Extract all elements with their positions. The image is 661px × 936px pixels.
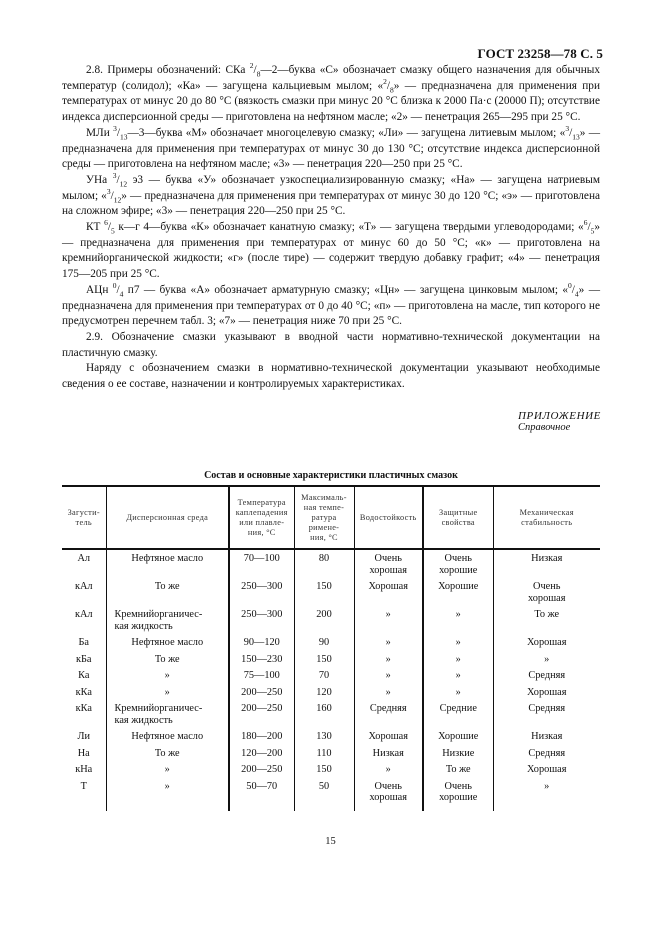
table-row bbox=[62, 745, 600, 762]
table-body bbox=[62, 549, 600, 811]
cell-drop-point: 250—300 bbox=[229, 578, 294, 606]
cell-mech-stability: » bbox=[493, 651, 600, 668]
table-row bbox=[62, 728, 600, 745]
cell-protective: Очень хорошие bbox=[423, 549, 493, 578]
cell-max-temp: 110 bbox=[294, 745, 354, 762]
paragraph: 2.9. Обозначение смазки указывают в вводной части нормативно-технической документации на пластичную смазку. bbox=[62, 330, 600, 359]
cell-thickener: На bbox=[77, 747, 90, 759]
cell-max-temp: 150 bbox=[294, 761, 354, 778]
cell-water-resistance: Низкая bbox=[354, 745, 423, 762]
paragraph: МЛи $^3/_{13}—3—буква$ «М» обозначает многоцелевую смазку; «Ли» — загущена литиевым мылом; «$^3/_{13}$» — предназначена для применения при температурах от минус 30 до 130 °С; отсутствие индекса дисперсионной среды — приготовлена на нефтяном масле; «3» — пенетрация 220—250 при 25 °С. bbox=[62, 124, 600, 171]
paragraph: 2.8. Примеры обозначений: СКа $^2/_8—2—буква$ «С» обозначает смазку общего назначения для обычных температур (солидол); «Ка» — загущена кальциевым мылом; «$^2/_8$» — предназначена для применения при температурах от минус 20 до 80 °С (вязкость смазки при минус 20 °С близка к 2000 Па·с (20000 П); отсутствие индекса дисперсионной среды — приготовлена на нефтяном масле; «2» — пенетрация 265—295 при 25 °С. bbox=[62, 61, 600, 124]
cell-medium: То же bbox=[106, 745, 229, 762]
lubricants-table bbox=[62, 485, 600, 811]
cell-medium: » bbox=[106, 778, 229, 811]
cell-medium: » bbox=[106, 761, 229, 778]
cell-water-resistance: » bbox=[354, 651, 423, 668]
cell-max-temp: 150 bbox=[294, 578, 354, 606]
document-reference: ГОСТ 23258—78 С. 5 bbox=[477, 46, 603, 61]
table-row bbox=[62, 778, 600, 811]
cell-thickener: кАл bbox=[74, 609, 93, 620]
column-header: Загусти- тель bbox=[62, 486, 106, 549]
cell-water-resistance: Средняя bbox=[354, 700, 423, 728]
cell-water-resistance: » bbox=[354, 606, 423, 634]
cell-thickener: кБа bbox=[76, 653, 92, 665]
cell-max-temp: 50 bbox=[294, 778, 354, 811]
table-row bbox=[62, 651, 600, 668]
cell-protective: Хорошие bbox=[423, 728, 493, 745]
cell-max-temp: 130 bbox=[294, 728, 354, 745]
paragraph: КТ $^6/_5$ к—г 4—буква «К» обозначает канатную смазку; «Т» — загущена твердыми углеводородами; «$^6/_5$» — предназначена для применения при температурах от минус 60 до 50 °С; «к» — приготовлена на кремнийорганической жидкости; «г» (после тире) — содержит твердую добавку графит; «4» — пенетрация 175—205 при 25 °С. bbox=[62, 218, 600, 281]
cell-protective: » bbox=[423, 606, 493, 634]
cell-water-resistance: » bbox=[354, 634, 423, 651]
cell-mech-stability: Низкая bbox=[493, 728, 600, 745]
paragraph: Наряду с обозначением смазки в нормативно-технической документации указывают необходимые сведения о ее составе, назначении и контролируемых характеристиках. bbox=[62, 362, 600, 391]
page-number: 15 bbox=[325, 836, 336, 847]
cell-drop-point: 200—250 bbox=[229, 700, 294, 728]
cell-max-temp: 90 bbox=[294, 634, 354, 651]
table-row bbox=[62, 549, 600, 578]
cell-water-resistance: Очень хорошая bbox=[354, 778, 423, 811]
table-row bbox=[62, 667, 600, 684]
cell-drop-point: 120—200 bbox=[229, 745, 294, 762]
cell-water-resistance: » bbox=[354, 684, 423, 701]
cell-mech-stability: Низкая bbox=[493, 549, 600, 578]
cell-max-temp: 70 bbox=[294, 667, 354, 684]
cell-thickener: кНа bbox=[75, 764, 93, 775]
table-header-row bbox=[62, 486, 600, 549]
cell-protective: » bbox=[423, 667, 493, 684]
cell-mech-stability: Средняя bbox=[493, 667, 600, 684]
cell-max-temp: 80 bbox=[294, 549, 354, 578]
cell-medium: » bbox=[106, 667, 229, 684]
cell-water-resistance: » bbox=[354, 761, 423, 778]
cell-water-resistance: Хорошая bbox=[354, 578, 423, 606]
column-header: Защитные свойства bbox=[423, 486, 493, 549]
cell-mech-stability: То же bbox=[493, 606, 600, 634]
cell-protective: » bbox=[423, 634, 493, 651]
cell-thickener: Ал bbox=[77, 553, 91, 564]
cell-drop-point: 200—250 bbox=[229, 761, 294, 778]
column-header: Водостойкость bbox=[354, 486, 423, 549]
cell-water-resistance: » bbox=[354, 667, 423, 684]
cell-water-resistance: Очень хорошая bbox=[354, 549, 423, 578]
cell-mech-stability: Средняя bbox=[493, 745, 600, 762]
cell-max-temp: 160 bbox=[294, 700, 354, 728]
table-title: Состав и основные характеристики пластичных смазок bbox=[204, 470, 458, 481]
cell-drop-point: 50—70 bbox=[229, 778, 294, 811]
cell-max-temp: 150 bbox=[294, 651, 354, 668]
cell-drop-point: 200—250 bbox=[229, 684, 294, 701]
cell-drop-point: 75—100 bbox=[229, 667, 294, 684]
appendix-subtitle: Справочное bbox=[518, 422, 571, 433]
table-row bbox=[62, 761, 600, 778]
cell-medium: То же bbox=[106, 651, 229, 668]
cell-protective: Низкие bbox=[423, 745, 493, 762]
table-row bbox=[62, 684, 600, 701]
cell-thickener: кКа bbox=[75, 703, 92, 714]
cell-water-resistance: Хорошая bbox=[354, 728, 423, 745]
cell-protective: » bbox=[423, 651, 493, 668]
cell-protective: Очень хорошие bbox=[423, 778, 493, 811]
cell-mech-stability: Очень хорошая bbox=[493, 578, 600, 606]
cell-drop-point: 70—100 bbox=[229, 549, 294, 578]
cell-mech-stability: » bbox=[493, 778, 600, 811]
cell-mech-stability: Средняя bbox=[493, 700, 600, 728]
cell-protective: Средние bbox=[423, 700, 493, 728]
cell-medium: Нефтяное масло bbox=[106, 634, 229, 651]
cell-drop-point: 180—200 bbox=[229, 728, 294, 745]
cell-medium: » bbox=[106, 684, 229, 701]
cell-protective: То же bbox=[423, 761, 493, 778]
appendix-title: ПРИЛОЖЕНИЕ bbox=[518, 410, 601, 422]
cell-mech-stability: Хорошая bbox=[493, 634, 600, 651]
table-row bbox=[62, 578, 600, 606]
cell-protective: » bbox=[423, 684, 493, 701]
body-text bbox=[62, 63, 600, 393]
paragraph: УНа $^3/_{12}$ э3 — буква «У» обозначает узкоспециализированную смазку; «На» — загущена натриевым мылом; «$^3/_{12}$» — предназначена для применения при температурах от минус 30 до 120 °С; «э» — приготовлена на сложном эфире; «3» — пенетрация 220—250 при 25 °С. bbox=[62, 171, 600, 218]
cell-thickener: кКа bbox=[75, 686, 92, 698]
cell-thickener: Ка bbox=[78, 670, 90, 681]
column-header: Температура каплепадения или плавле- ния, °С bbox=[229, 486, 294, 549]
column-header: Дисперсионная среда bbox=[106, 486, 229, 549]
cell-thickener: кАл bbox=[74, 581, 93, 592]
cell-drop-point: 250—300 bbox=[229, 606, 294, 634]
column-header: Механическая стабильность bbox=[493, 486, 600, 549]
cell-medium: Кремнийорганичес- кая жидкость bbox=[106, 606, 229, 634]
cell-medium: То же bbox=[106, 578, 229, 606]
cell-drop-point: 150—230 bbox=[229, 651, 294, 668]
cell-medium: Нефтяное масло bbox=[106, 549, 229, 578]
cell-protective: Хорошие bbox=[423, 578, 493, 606]
column-header: Максималь- ная темпе- ратура римене- ния, °С bbox=[294, 486, 354, 549]
paragraph: АЦн $^0/_4$ п7 — буква «А» обозначает арматурную смазку; «Цн» — загущена цинковым мылом; «$^0/_4$» — предназначена для применения при температурах от 0 до 40 °С; «п» — приготовлена на масле, тип которого не предусмотрен перечнем табл. 3; «7» — пенетрация ниже 70 при 25 °С. bbox=[62, 281, 600, 328]
cell-medium: Нефтяное масло bbox=[106, 728, 229, 745]
cell-thickener: Ба bbox=[78, 637, 89, 648]
cell-medium: Кремнийорганичес- кая жидкость bbox=[106, 700, 229, 728]
table-row bbox=[62, 634, 600, 651]
table-row bbox=[62, 700, 600, 728]
appendix-label bbox=[518, 410, 601, 433]
cell-thickener: Ли bbox=[77, 731, 90, 742]
cell-mech-stability: Хорошая bbox=[493, 684, 600, 701]
table-row bbox=[62, 606, 600, 634]
cell-max-temp: 120 bbox=[294, 684, 354, 701]
cell-thickener: Т bbox=[80, 780, 87, 792]
cell-mech-stability: Хорошая bbox=[493, 761, 600, 778]
cell-drop-point: 90—120 bbox=[229, 634, 294, 651]
cell-max-temp: 200 bbox=[294, 606, 354, 634]
